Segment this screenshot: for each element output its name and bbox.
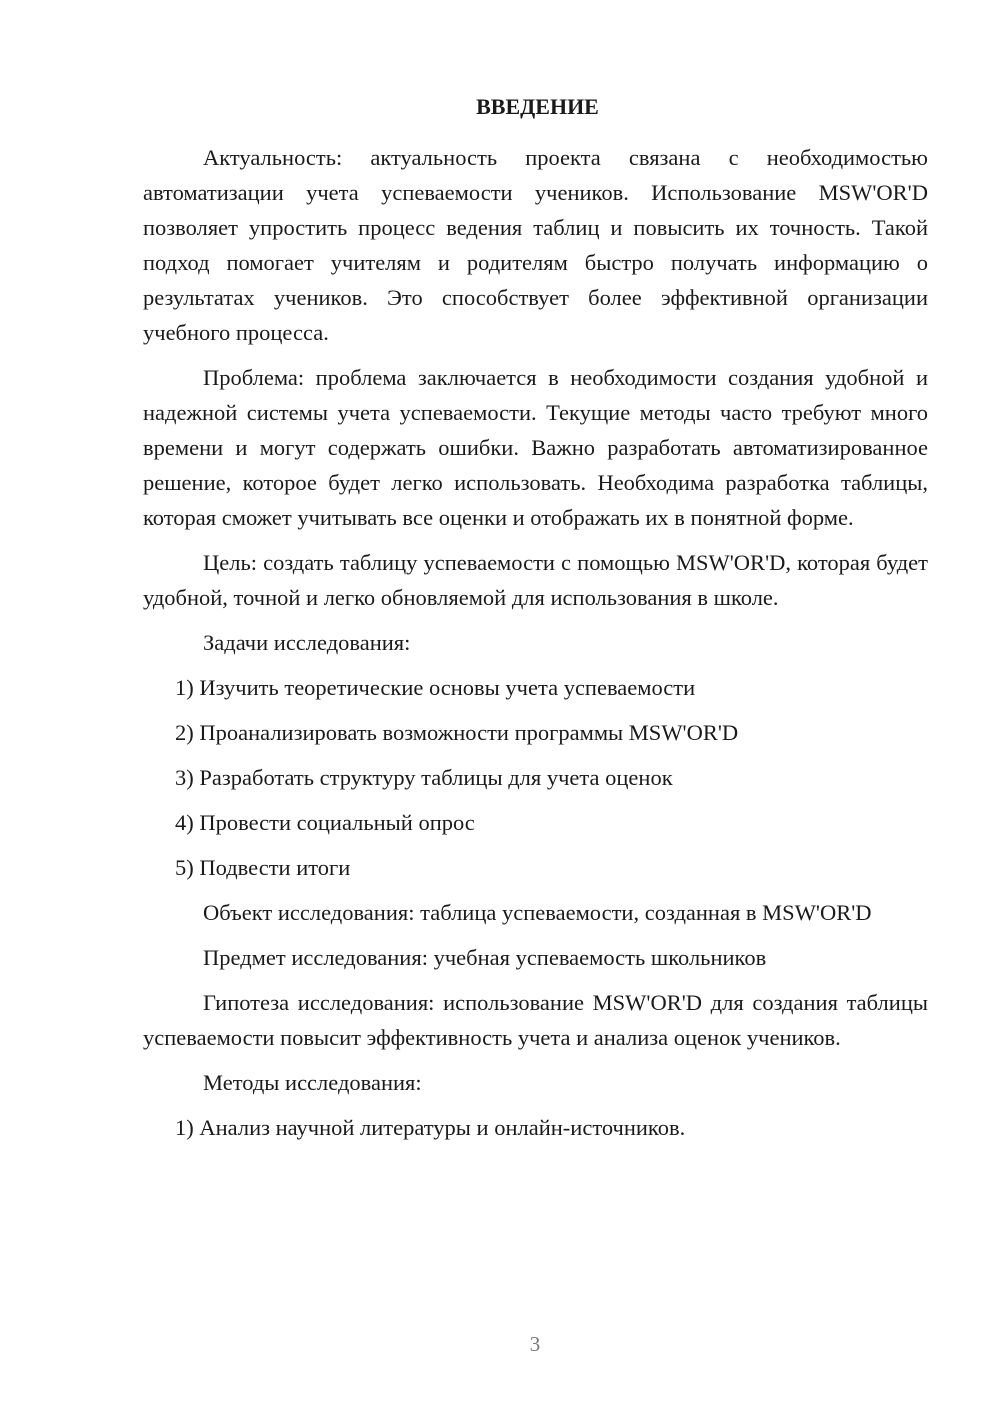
hypothesis-paragraph: Гипотеза исследования: использование MSW'OR'D для создания таблицы успеваемости повысит эффективность учета и анализа оценок учеников. xyxy=(143,990,928,1050)
object-paragraph: Объект исследования: таблица успеваемости, созданная в MSW'OR'D xyxy=(203,900,872,925)
methods-heading: Методы исследования: xyxy=(203,1070,422,1095)
page-content xyxy=(143,92,928,1155)
tasks-heading: Задачи исследования: xyxy=(203,630,411,655)
list-item: 3) Разработать структуру таблицы для учета оценок xyxy=(175,765,673,790)
goal-paragraph: Цель: создать таблицу успеваемости с помощью MSW'OR'D, которая будет удобной, точной и легко обновляемой для использования в школе. xyxy=(143,550,928,610)
list-item: 1) Изучить теоретические основы учета успеваемости xyxy=(175,675,696,700)
subject-paragraph: Предмет исследования: учебная успеваемость школьников xyxy=(203,945,767,970)
page-title: ВВЕДЕНИЕ xyxy=(476,94,599,119)
list-item: 5) Подвести итоги xyxy=(175,855,351,880)
problem-paragraph: Проблема: проблема заключается в необходимости создания удобной и надежной системы учета успеваемости. Текущие методы часто требуют много времени и могут содержать ошибки. Важно разработать автоматизированное решение, которое будет легко использовать. Необходима разработка таблицы, которая сможет учитывать все оценки и отображать их в понятной форме. xyxy=(143,365,928,530)
list-item: 4) Провести социальный опрос xyxy=(175,810,475,835)
methods-list xyxy=(143,1110,928,1145)
page-number: 3 xyxy=(529,1332,541,1356)
list-item: 1) Анализ научной литературы и онлайн-источников. xyxy=(175,1115,686,1140)
relevance-paragraph: Актуальность: актуальность проекта связана с необходимостью автоматизации учета успеваемости учеников. Использование MSW'OR'D позволяет упростить процесс ведения таблиц и повысить их точность. Такой подход помогает учителям и родителям быстро получать информацию о результатах учеников. Это способствует более эффективной организации учебного процесса. xyxy=(143,145,928,345)
list-item: 2) Проанализировать возможности программы MSW'OR'D xyxy=(175,720,739,745)
tasks-list xyxy=(143,670,928,885)
